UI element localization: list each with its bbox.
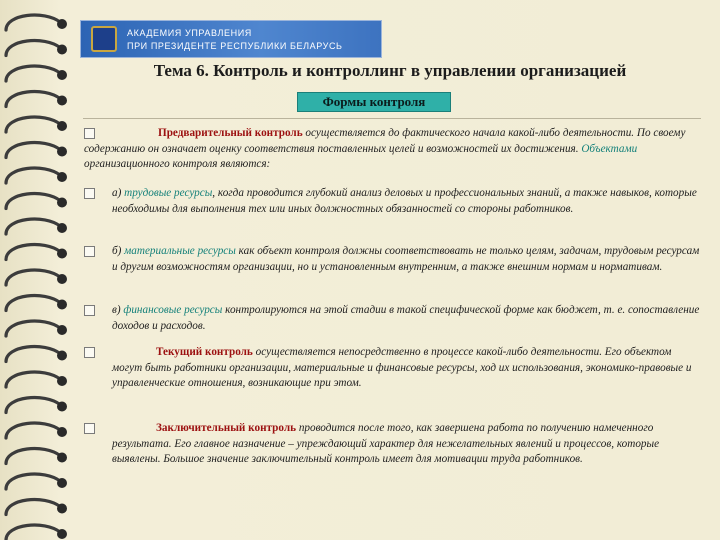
item-text: Текущий контроль осуществляется непосредственно в процессе какой-либо деятельности. Его объектом могут быть работники организации, материальные и финансовые ресурсы, ход их использования, экономико-правовые и управленческие отношения, возникающие при этом. (112, 346, 692, 390)
spiral-ring-icon (6, 245, 60, 260)
spiral-ring-icon (6, 372, 60, 387)
item-text: в) финансовые ресурсы контролируются на этой стадии в такой специфической форме как бюджет, т. е. сопоставление доходов и расходов. (112, 304, 700, 332)
binding-hole-icon (57, 223, 67, 233)
academy-logo (80, 20, 382, 58)
spiral-binding (0, 0, 80, 540)
item-text: Заключительный контроль проводится после того, как завершена работа по получению намеченного результата. Его главное назначение – упреждающий характер для нежелательных явлений и процессов, которые выявлены. Большое значение заключительный контроль имеет для мотивации труда работников. (112, 422, 660, 466)
spiral-ring-icon (6, 270, 60, 285)
section-heading: Формы контроля (297, 92, 451, 112)
item-text: б) материальные ресурсы как объект контроля должны соответствовать не только целям, задачам, трудовым ресурсам и другим возможностям организации, но и установленным внутренним, а также внешним нормам и нормативам. (112, 245, 700, 273)
spiral-ring-icon (6, 321, 60, 336)
bullet-checkbox-icon (84, 188, 95, 199)
keyword: трудовые ресурсы (124, 187, 213, 199)
binding-hole-icon (57, 529, 67, 539)
keyword-secondary: Объектами (581, 142, 638, 155)
bullet-checkbox-icon (84, 423, 95, 434)
bullet-checkbox-icon (84, 347, 95, 358)
spiral-ring-icon (6, 143, 60, 158)
keyword: Текущий контроль (156, 346, 253, 358)
spiral-ring-icon (6, 219, 60, 234)
binding-hole-icon (57, 249, 67, 259)
item-text: Предварительный контроль осуществляется до фактического начала какой-либо деятельности. По своему содержанию он означает оценку соответствия поставленных целей и возможностей их достижения. Объектами организационного контроля являются: (84, 127, 686, 171)
spiral-ring-icon (6, 423, 60, 438)
slide-title: Тема 6. Контроль и контроллинг в управлении организацией (153, 61, 627, 80)
binding-hole-icon (57, 351, 67, 361)
keyword: материальные ресурсы (124, 245, 236, 257)
binding-hole-icon (57, 300, 67, 310)
binding-hole-icon (57, 402, 67, 412)
binding-hole-icon (57, 274, 67, 284)
spiral-ring-icon (6, 15, 60, 30)
spiral-ring-icon (6, 117, 60, 132)
spiral-ring-icon (6, 347, 60, 362)
binding-hole-icon (57, 70, 67, 80)
bullet-checkbox-icon (84, 246, 95, 257)
keyword: финансовые ресурсы (123, 304, 223, 316)
keyword: Заключительный контроль (156, 422, 297, 434)
bullet-checkbox-icon (84, 305, 95, 316)
logo-line-1: АКАДЕМИЯ УПРАВЛЕНИЯ (127, 28, 252, 38)
binding-hole-icon (57, 45, 67, 55)
spiral-ring-icon (6, 500, 60, 515)
spiral-ring-icon (6, 525, 60, 540)
binding-hole-icon (57, 172, 67, 182)
spiral-ring-icon (6, 474, 60, 489)
binding-hole-icon (57, 19, 67, 29)
spiral-ring-icon (6, 194, 60, 209)
keyword: Предварительный контроль (158, 127, 303, 139)
spiral-ring-icon (6, 398, 60, 413)
binding-hole-icon (57, 121, 67, 131)
spiral-ring-icon (6, 296, 60, 311)
binding-hole-icon (57, 453, 67, 463)
binding-hole-icon (57, 325, 67, 335)
binding-hole-icon (57, 504, 67, 514)
logo-line-2: ПРИ ПРЕЗИДЕНТЕ РЕСПУБЛИКИ БЕЛАРУСЬ (127, 41, 343, 51)
spiral-ring-icon (6, 449, 60, 464)
spiral-ring-icon (6, 41, 60, 56)
binding-hole-icon (57, 478, 67, 488)
item-text: а) трудовые ресурсы, когда проводится глубокий анализ деловых и профессиональных знаний, а также навыков, которые необходимы для выполнения тех или иных должностных обязанностей со стороны работников. (112, 187, 697, 215)
binding-hole-icon (57, 376, 67, 386)
emblem-icon (91, 26, 117, 52)
spiral-ring-icon (6, 92, 60, 107)
binding-hole-icon (57, 147, 67, 157)
binding-hole-icon (57, 96, 67, 106)
divider (83, 118, 701, 119)
binding-hole-icon (57, 427, 67, 437)
spiral-ring-icon (6, 168, 60, 183)
binding-hole-icon (57, 198, 67, 208)
spiral-ring-icon (6, 66, 60, 81)
